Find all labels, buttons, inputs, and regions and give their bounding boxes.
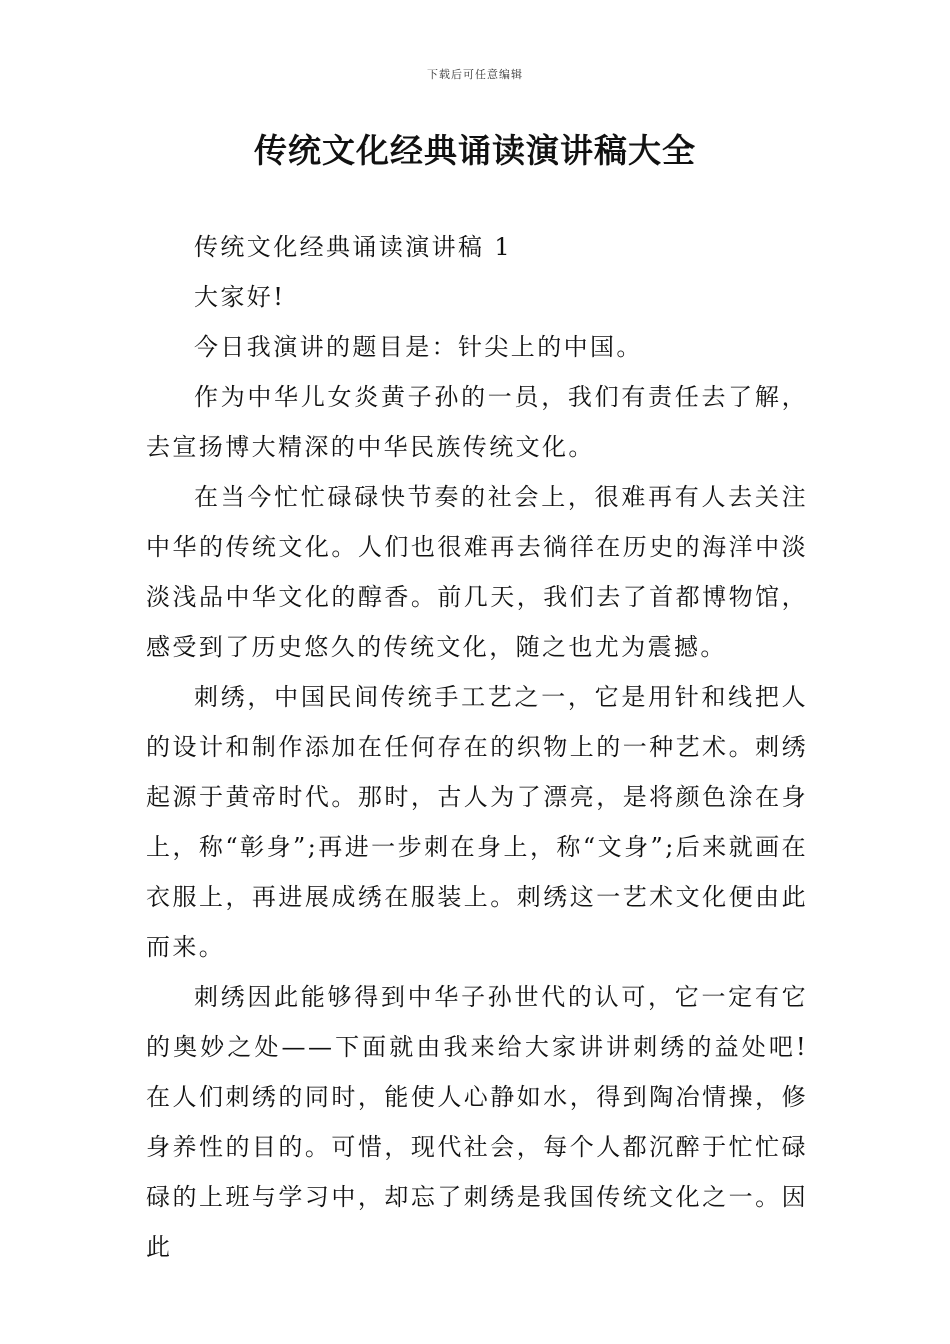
header-note: 下载后可任意编辑 [427,68,523,81]
paragraph-topic: 今日我演讲的题目是：针尖上的中国。 [194,333,643,361]
paragraph-greeting: 大家好! [194,283,286,311]
document-body [146,222,808,1272]
section-heading: 传统文化经典诵读演讲稿 1 [194,233,513,261]
paragraph-embroidery-origin: 刺绣，中国民间传统手工艺之一，它是用针和线把人的设计和制作添加在任何存在的织物上的一种艺术。刺绣起源于黄帝时代。那时，古人为了漂亮，是将颜色涂在身上，称“彰身”;再进一步刺在身上，称“文身”;后来就画在衣服上，再进展成绣在服装上。刺绣这一艺术文化便由此而来。 [146,683,808,961]
paragraph-embroidery-benefits: 刺绣因此能够得到中华子孙世代的认可，它一定有它的奥妙之处——下面就由我来给大家讲讲刺绣的益处吧!在人们刺绣的同时，能使人心静如水，得到陶冶情操，修身养性的目的。可惜，现代社会，每个人都沉醉于忙忙碌碌的上班与学习中，却忘了刺绣是我国传统文化之一。因此 [146,983,808,1261]
document-title: 传统文化经典诵读演讲稿大全 [254,131,696,170]
paragraph-responsibility: 作为中华儿女炎黄子孙的一员，我们有责任去了解，去宣扬博大精深的中华民族传统文化。 [146,383,808,461]
paragraph-modern-society: 在当今忙忙碌碌快节奏的社会上，很难再有人去关注中华的传统文化。人们也很难再去徜徉在历史的海洋中淡淡浅品中华文化的醇香。前几天，我们去了首都博物馆，感受到了历史悠久的传统文化，随之也尤为震撼。 [146,483,808,661]
